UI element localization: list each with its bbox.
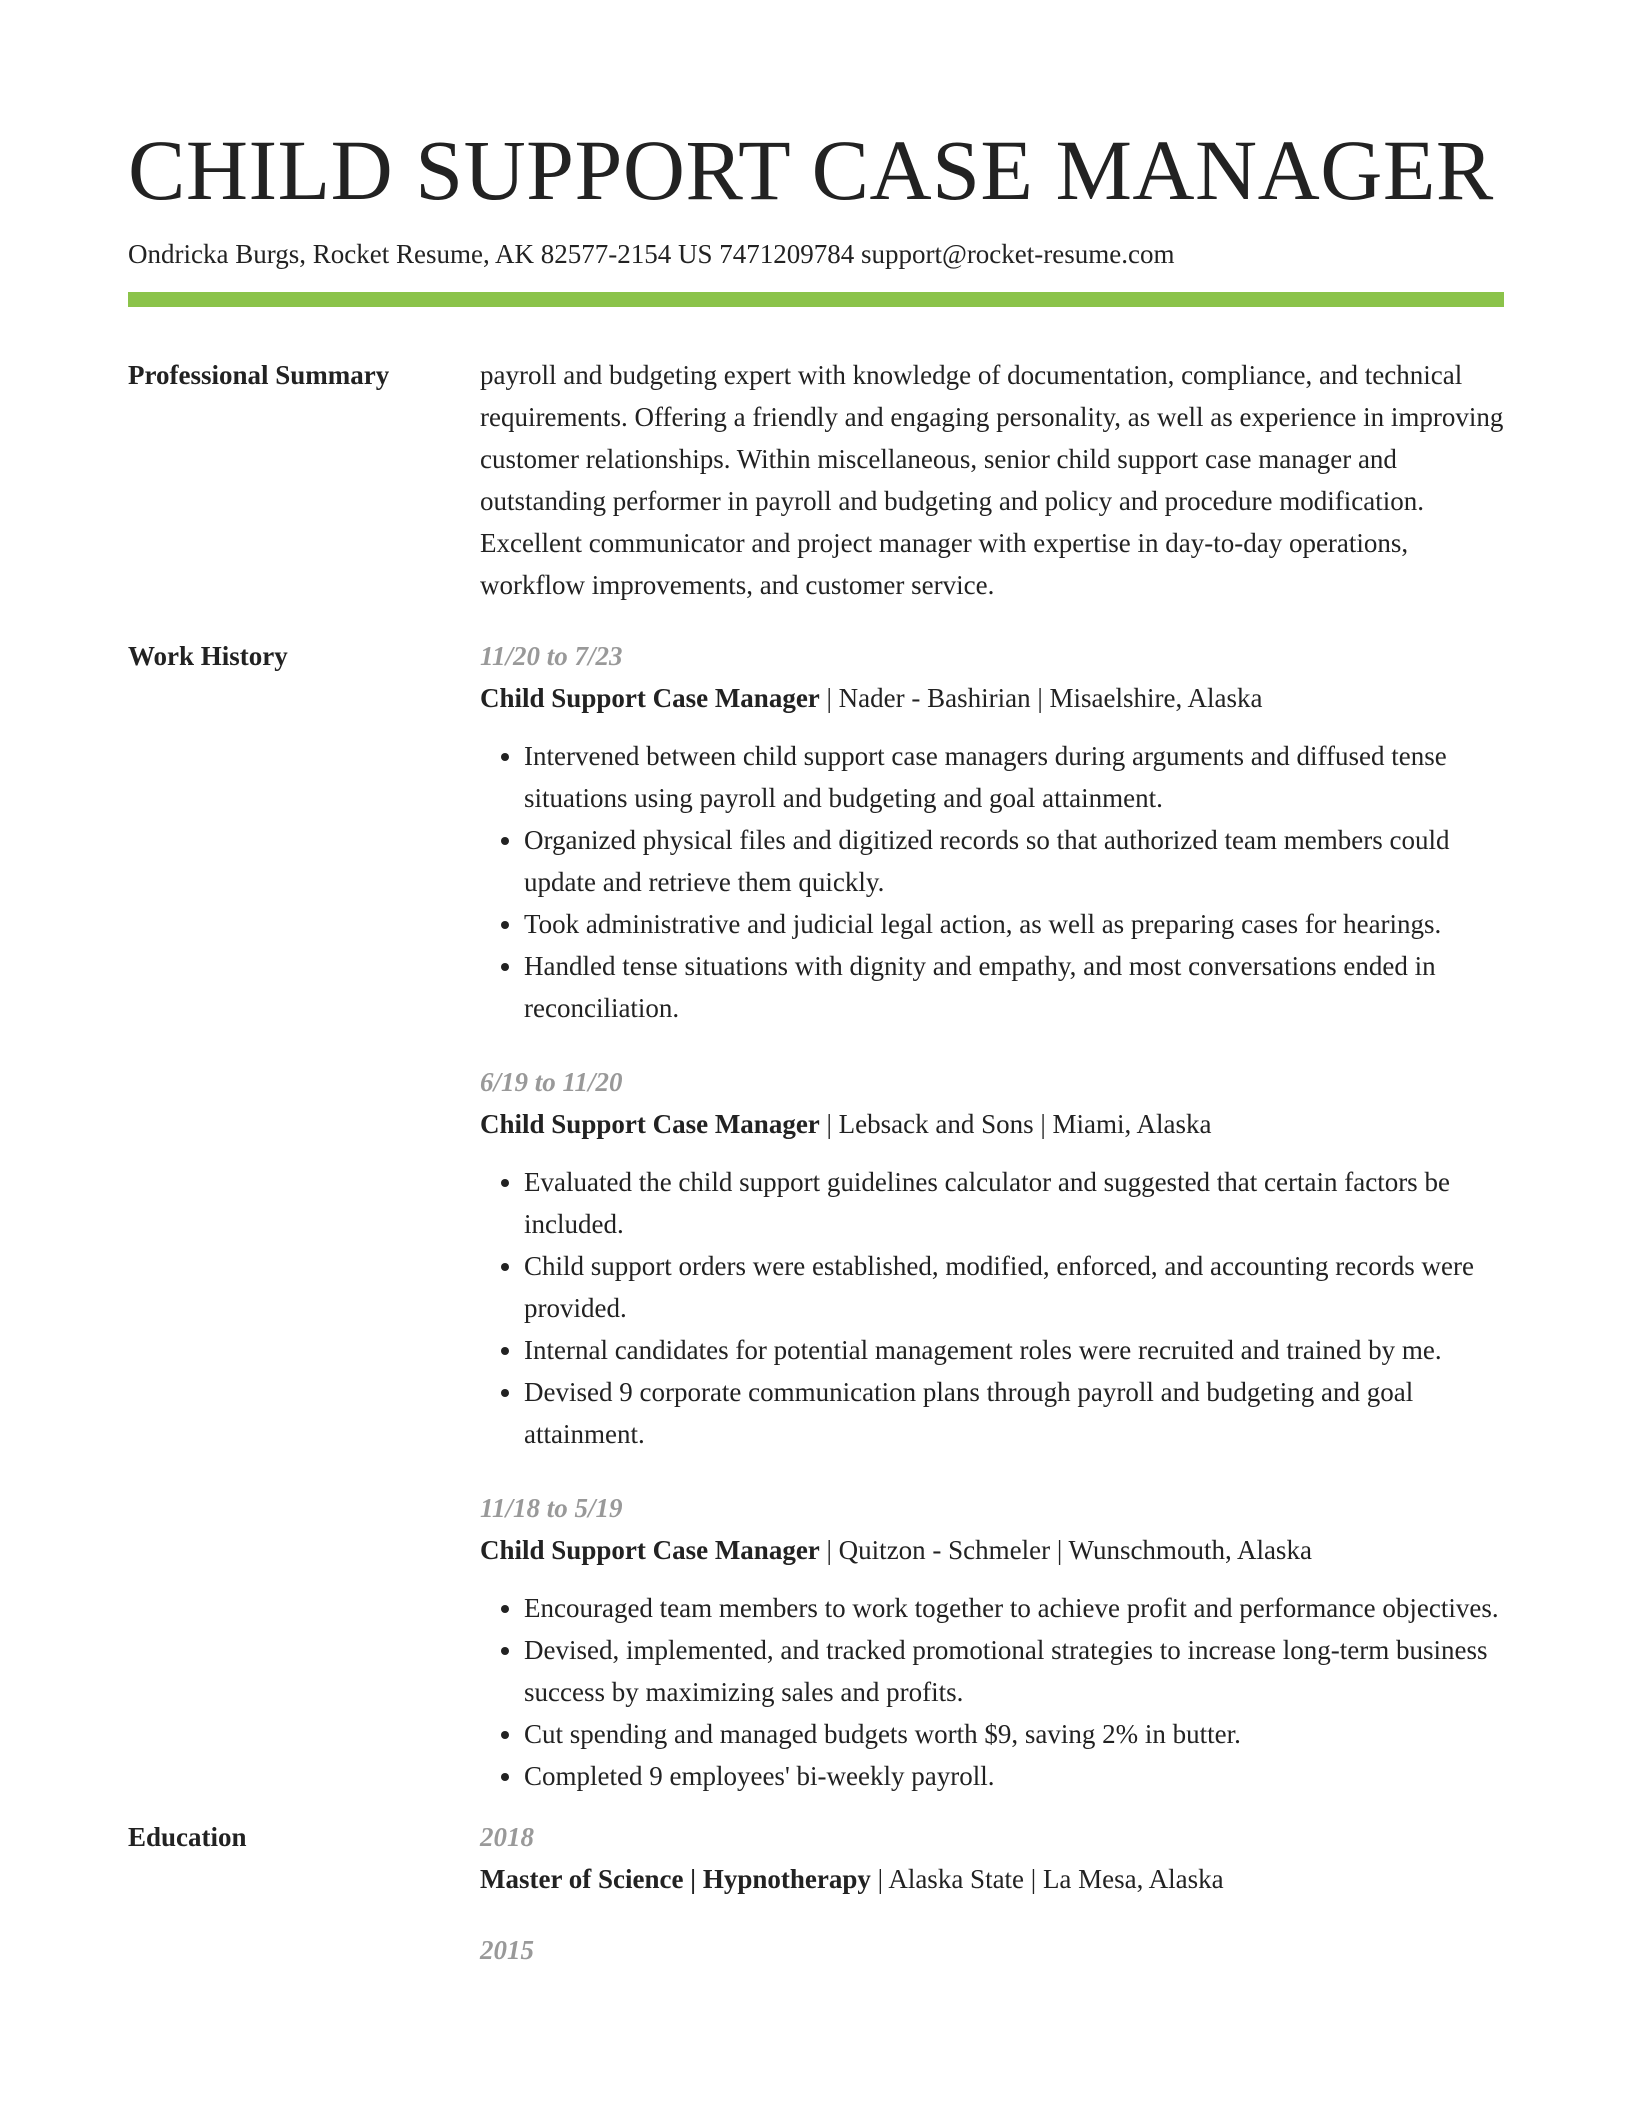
job-bullet: • Handled tense situations with dignity and empathy, and most conversations ended in reconciliation. xyxy=(524,945,1504,1029)
education-details: | Alaska State | La Mesa, Alaska xyxy=(870,1864,1224,1894)
job-role-line xyxy=(480,1103,1504,1145)
education-year: 2018 xyxy=(480,1822,534,1852)
summary-text: payroll and budgeting expert with knowledge of documentation, compliance, and technical requirements. Offering a friendly and engaging personality, as well as experience in improving customer relationships. Within miscellaneous, senior child support case manager and outstanding performer in payroll and budgeting and policy and procedure modification. Excellent communicator and project manager with expertise in day-to-day operations, workflow improvements, and customer service. xyxy=(480,360,1504,600)
job-details: | Nader - Bashirian | Misaelshire, Alaska xyxy=(819,683,1263,713)
work-history-heading: Work History xyxy=(128,641,288,671)
job-bullet: • Encouraged team members to work together to achieve profit and performance objectives. xyxy=(524,1587,1504,1629)
job-bullet: • Internal candidates for potential management roles were recruited and trained by me. xyxy=(524,1329,1504,1371)
education-entry xyxy=(480,1816,1504,1900)
education-entry xyxy=(480,1929,1504,1971)
job-entry xyxy=(480,1061,1504,1455)
job-bullet: • Intervened between child support case managers during arguments and diffused tense situations using payroll and budgeting and goal attainment. xyxy=(524,735,1504,819)
education-heading: Education xyxy=(128,1822,247,1852)
job-title: Child Support Case Manager xyxy=(480,1109,820,1139)
job-bullet: • Organized physical files and digitized records so that authorized team members could update and retrieve them quickly. xyxy=(524,819,1504,903)
job-entry xyxy=(480,635,1504,1029)
education-degree: Master of Science | Hypnotherapy xyxy=(480,1864,871,1894)
accent-divider xyxy=(128,292,1504,307)
summary-section xyxy=(128,354,1504,606)
job-bullets xyxy=(480,1587,1504,1797)
job-details: | Lebsack and Sons | Miami, Alaska xyxy=(819,1109,1212,1139)
education-year: 2015 xyxy=(480,1935,534,1965)
job-bullets xyxy=(480,1161,1504,1455)
job-bullet: • Child support orders were established, modified, enforced, and accounting records were provided. xyxy=(524,1245,1504,1329)
job-bullet: • Took administrative and judicial legal action, as well as preparing cases for hearings. xyxy=(524,903,1504,945)
job-bullet: • Devised 9 corporate communication plans through payroll and budgeting and goal attainment. xyxy=(524,1371,1504,1455)
job-bullet: • Devised, implemented, and tracked promotional strategies to increase long-term business success by maximizing sales and profits. xyxy=(524,1629,1504,1713)
job-title: Child Support Case Manager xyxy=(480,1535,820,1565)
education-degree-line xyxy=(480,1858,1504,1900)
job-bullets xyxy=(480,735,1504,1029)
job-details: | Quitzon - Schmeler | Wunschmouth, Alaska xyxy=(819,1535,1312,1565)
summary-heading: Professional Summary xyxy=(128,360,390,390)
job-entry xyxy=(480,1487,1504,1797)
education-section xyxy=(128,1816,1504,2000)
job-bullet: • Evaluated the child support guidelines calculator and suggested that certain factors be included. xyxy=(524,1161,1504,1245)
work-history-section xyxy=(128,635,1504,1829)
resume-page xyxy=(128,0,1504,2000)
job-role-line xyxy=(480,1529,1504,1571)
job-dates: 6/19 to 11/20 xyxy=(480,1067,623,1097)
job-bullet: • Cut spending and managed budgets worth $9, saving 2% in butter. xyxy=(524,1713,1504,1755)
resume-title: CHILD SUPPORT CASE MANAGER xyxy=(128,122,1494,218)
job-role-line xyxy=(480,677,1504,719)
job-dates: 11/18 to 5/19 xyxy=(480,1493,623,1523)
job-bullet: • Completed 9 employees' bi-weekly payroll. xyxy=(524,1755,1504,1797)
job-title: Child Support Case Manager xyxy=(480,683,820,713)
contact-line: Ondricka Burgs, Rocket Resume, AK 82577-2154 US 7471209784 support@rocket-resume.com xyxy=(128,239,1175,269)
job-dates: 11/20 to 7/23 xyxy=(480,641,623,671)
